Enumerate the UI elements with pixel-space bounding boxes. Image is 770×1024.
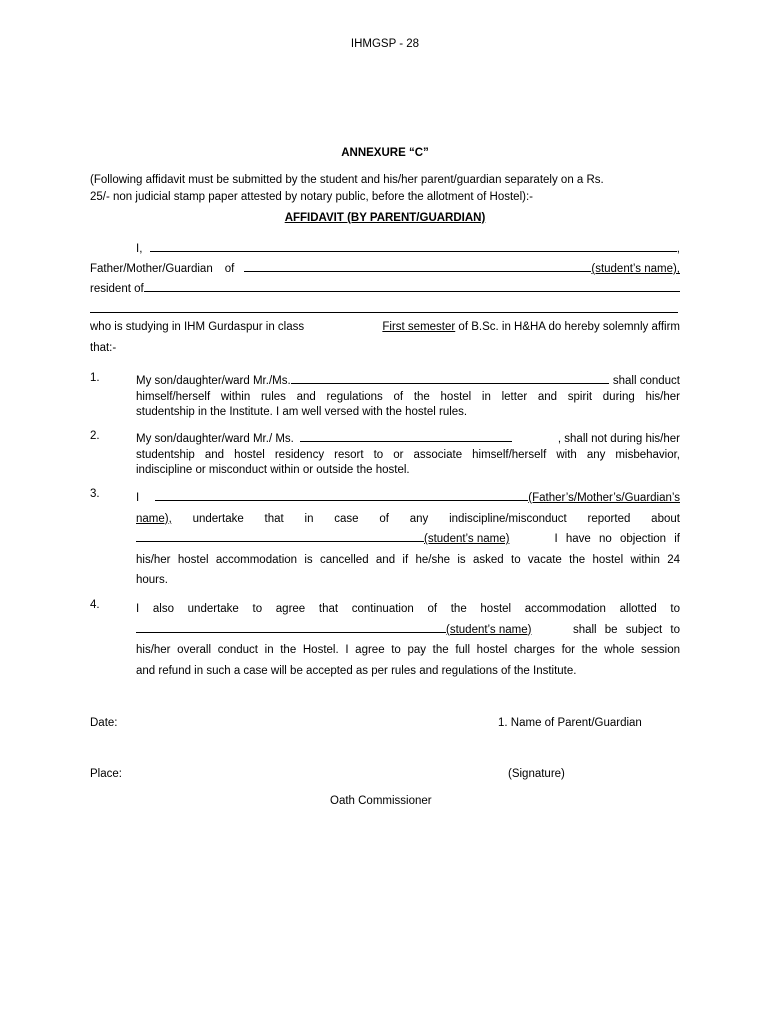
- word: about: [651, 512, 680, 525]
- item-3: [136, 488, 680, 591]
- studying-prefix: who is studying in IHM Gurdaspur in class: [90, 321, 305, 333]
- item-4-students-name-label: (student’s name): [446, 623, 532, 636]
- residence-field[interactable]: [144, 280, 680, 292]
- signature-label: (Signature): [508, 768, 565, 780]
- item-2-line-2: studentship and hostel residency resort to or associate himself/herself with any misbehavior,: [136, 448, 680, 461]
- parent-name-field[interactable]: [150, 240, 676, 252]
- date-label: Date:: [90, 717, 118, 729]
- item-3-line-4: his/her hostel accommodation is cancelled and if he/she is asked to vacate the hostel within 24: [136, 553, 680, 566]
- word: in: [304, 512, 314, 525]
- i-label: I,: [136, 243, 143, 255]
- oath-commissioner-label: Oath Commissioner: [330, 795, 432, 807]
- item-2-number: 2.: [90, 430, 100, 442]
- item-2: [136, 430, 680, 479]
- instruction-line-2: 25/- non judicial stamp paper attested by notary public, before the allotment of Hostel):-: [90, 191, 533, 203]
- word: any: [409, 512, 429, 525]
- annexure-title: ANNEXURE “C”: [341, 147, 429, 159]
- class-value: First semester: [382, 321, 456, 333]
- parent-guardian-name-label: 1. Name of Parent/Guardian: [498, 717, 642, 729]
- item-4: [136, 599, 680, 681]
- word: indiscipline/misconduct: [449, 512, 567, 525]
- affidavit-title: AFFIDAVIT (BY PARENT/GUARDIAN): [284, 212, 486, 224]
- comma: ,: [676, 243, 680, 255]
- students-name-label: (student’s name),: [591, 263, 680, 275]
- intro-name-row: [136, 240, 680, 255]
- fmg-label: Father/Mother/Guardian: [90, 263, 213, 275]
- word: reported: [587, 512, 631, 525]
- word: of: [379, 512, 389, 525]
- item-2-suffix: , shall not during his/her: [557, 433, 680, 445]
- item-2-line-3: indiscipline or misconduct within or outside the hostel.: [136, 464, 410, 476]
- item-1-suffix: shall conduct: [612, 375, 680, 387]
- residence-field-line-2[interactable]: [90, 312, 678, 313]
- item-3-number: 3.: [90, 488, 100, 500]
- place-label: Place:: [90, 768, 122, 780]
- item-3-students-name-label: (student’s name): [424, 533, 510, 545]
- of-label: of: [224, 263, 235, 275]
- item-3-student-name-field[interactable]: [136, 530, 424, 542]
- item-4-student-name-field[interactable]: [136, 621, 446, 633]
- item-4-number: 4.: [90, 599, 100, 611]
- instruction-line-1: (Following affidavit must be submitted by the student and his/her parent/guardian separately on a Rs.: [90, 174, 604, 186]
- item-3-parent-name-field[interactable]: [155, 489, 528, 501]
- item-3-row-2: [136, 509, 680, 530]
- item-4-line-4: and refund in such a case will be accepted as per rules and regulations of the Institute.: [136, 664, 577, 677]
- item-1-prefix: My son/daughter/ward Mr./Ms.: [136, 375, 291, 387]
- item-3-line-5: hours.: [136, 574, 168, 586]
- intro-fmg-row: [90, 260, 680, 275]
- resident-label: resident of: [90, 283, 144, 295]
- item-4-line-3: his/her overall conduct in the Hostel. I agree to pay the full hostel charges for the whole session: [136, 644, 680, 656]
- word: that: [264, 512, 284, 525]
- item-2-prefix: My son/daughter/ward Mr./ Ms.: [136, 433, 294, 445]
- item-3-no-objection: I have no objection if: [554, 533, 680, 545]
- that-label: that:-: [90, 342, 117, 354]
- item-4-line-1: I also undertake to agree that continuation of the hostel accommodation allotted to: [136, 603, 680, 615]
- document-code: IHMGSP - 28: [350, 38, 420, 50]
- intro-resident-row: [90, 280, 680, 295]
- item-4-shall-subject: shall be subject to: [572, 623, 680, 636]
- item-1-ward-name-field[interactable]: [291, 372, 609, 384]
- item-2-ward-name-field[interactable]: [300, 430, 512, 442]
- item-1-number: 1.: [90, 372, 100, 384]
- student-name-field[interactable]: [244, 260, 591, 272]
- item-3-i-label: I: [136, 492, 140, 504]
- instruction-text: [90, 172, 680, 206]
- word: case: [334, 512, 359, 525]
- item-1-line-2: himself/herself within rules and regulations of the hostel in letter and spirit during his/her: [136, 390, 680, 403]
- word: undertake: [192, 512, 244, 525]
- item-1: [136, 372, 680, 421]
- item-3-name-label: name),: [136, 512, 172, 525]
- item-1-line-3: studentship in the Institute. I am well versed with the hostel rules.: [136, 406, 468, 418]
- item-3-fmg-label: (Father’s/Mother’s/Guardian’s: [528, 492, 680, 504]
- studying-suffix: of B.Sc. in H&HA do hereby solemnly affirm: [458, 321, 680, 333]
- intro-studying-row: [90, 321, 680, 333]
